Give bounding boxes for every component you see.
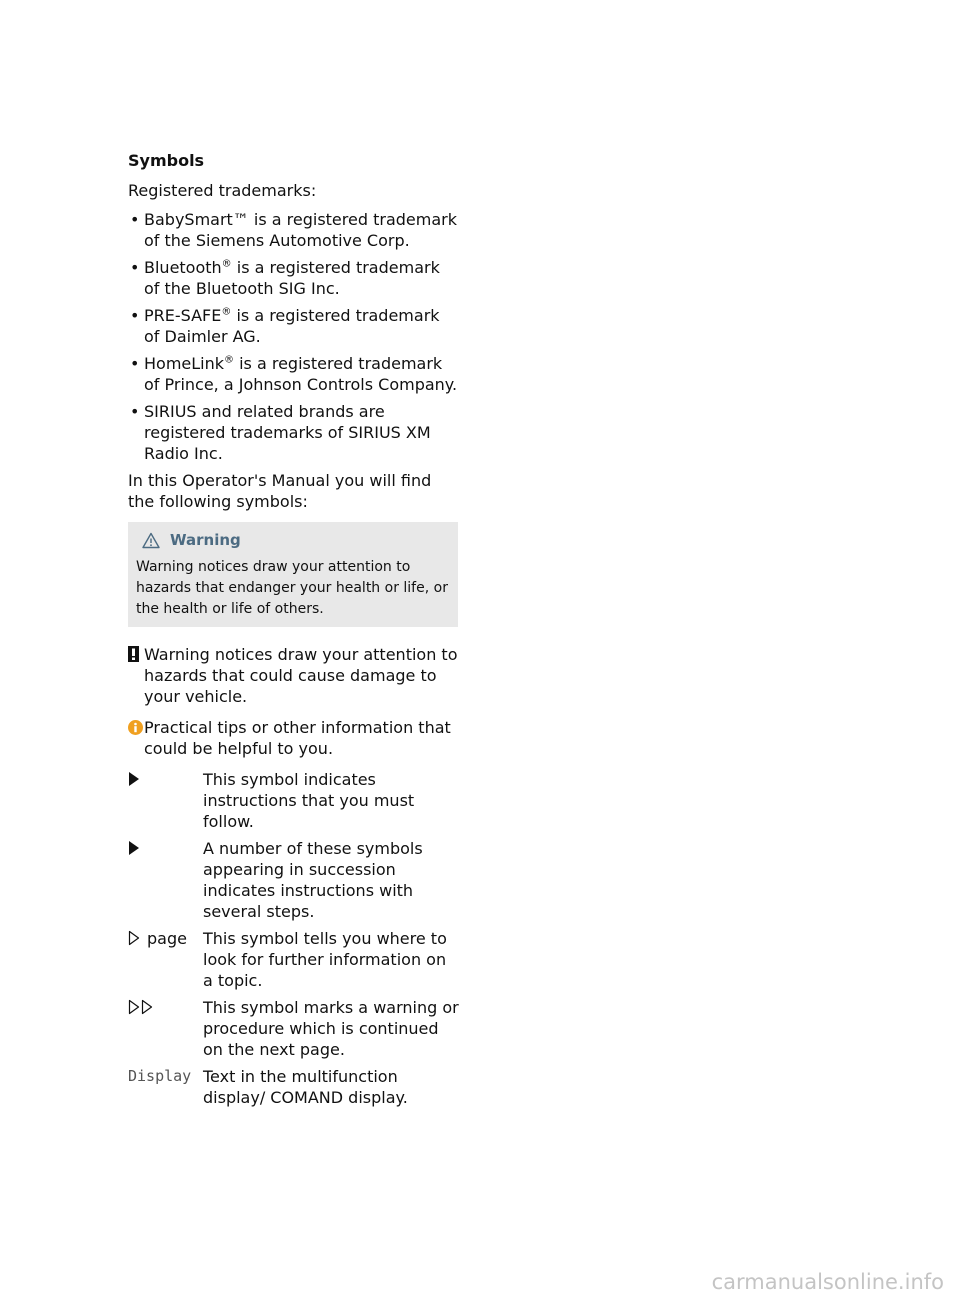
page-label: page <box>147 929 187 948</box>
bullet-icon: • <box>130 402 140 421</box>
symbols-intro: In this Operator's Manual you will find the following symbols: <box>128 471 432 511</box>
list-item: • HomeLink® is a registered trademark of Prince, a Johnson Controls Company. <box>130 354 458 394</box>
table-row <box>128 1066 460 1108</box>
warning-title <box>142 530 450 551</box>
bullet-icon: • <box>130 210 140 229</box>
info-icon <box>128 719 143 740</box>
solid-arrow-icon <box>128 769 140 792</box>
warning-title-text: Warning <box>170 531 241 549</box>
page-reference-icon <box>128 928 140 951</box>
steps-desc: A number of these symbols appearing in succession indicates instructions with several steps. <box>203 839 423 921</box>
content-column <box>128 150 460 1114</box>
list-item: • BabySmart™ is a registered trademark of the Siemens Automotive Corp. <box>130 210 457 250</box>
page-ref-desc: This symbol tells you where to look for further information on a topic. <box>203 929 447 990</box>
continued-desc: This symbol marks a warning or procedure which is continued on the next page. <box>203 998 459 1059</box>
table-row <box>128 769 460 832</box>
watermark: carmanualsonline.info <box>711 1270 944 1294</box>
trademarks-intro: Registered trademarks: <box>128 181 317 200</box>
table-row <box>128 928 460 991</box>
damage-note-text: Warning notices draw your attention to hazards that could cause damage to your vehicle. <box>144 645 458 706</box>
bullet-icon: • <box>130 306 140 325</box>
display-desc: Text in the multifunction display/ COMAND display. <box>203 1067 408 1107</box>
damage-note <box>128 644 460 707</box>
bullet-icon: • <box>130 354 140 373</box>
warning-box <box>128 522 458 627</box>
table-row <box>128 997 460 1060</box>
section-heading: Symbols <box>128 151 205 170</box>
tip-note <box>128 717 460 759</box>
symbol-table <box>128 769 460 1108</box>
warning-triangle-icon <box>142 532 160 549</box>
instruction-desc: This symbol indicates instructions that you must follow. <box>203 770 415 831</box>
display-label: Display <box>128 1067 192 1085</box>
table-row <box>128 838 460 922</box>
list-item: • PRE-SAFE® is a registered trademark of Daimler AG. <box>130 306 440 346</box>
trademark-list <box>128 209 460 464</box>
tip-note-text: Practical tips or other information that could be helpful to you. <box>144 718 451 758</box>
continued-icon <box>128 997 154 1020</box>
warning-body: Warning notices draw your attention to hazards that endanger your health or life, or the health or life of others. <box>136 559 448 617</box>
exclamation-icon <box>128 646 139 667</box>
solid-arrow-icon <box>128 838 140 861</box>
bullet-icon: • <box>130 258 140 277</box>
list-item: • Bluetooth® is a registered trademark of the Bluetooth SIG Inc. <box>130 258 440 298</box>
list-item: • SIRIUS and related brands are registered trademarks of SIRIUS XM Radio Inc. <box>130 402 431 463</box>
